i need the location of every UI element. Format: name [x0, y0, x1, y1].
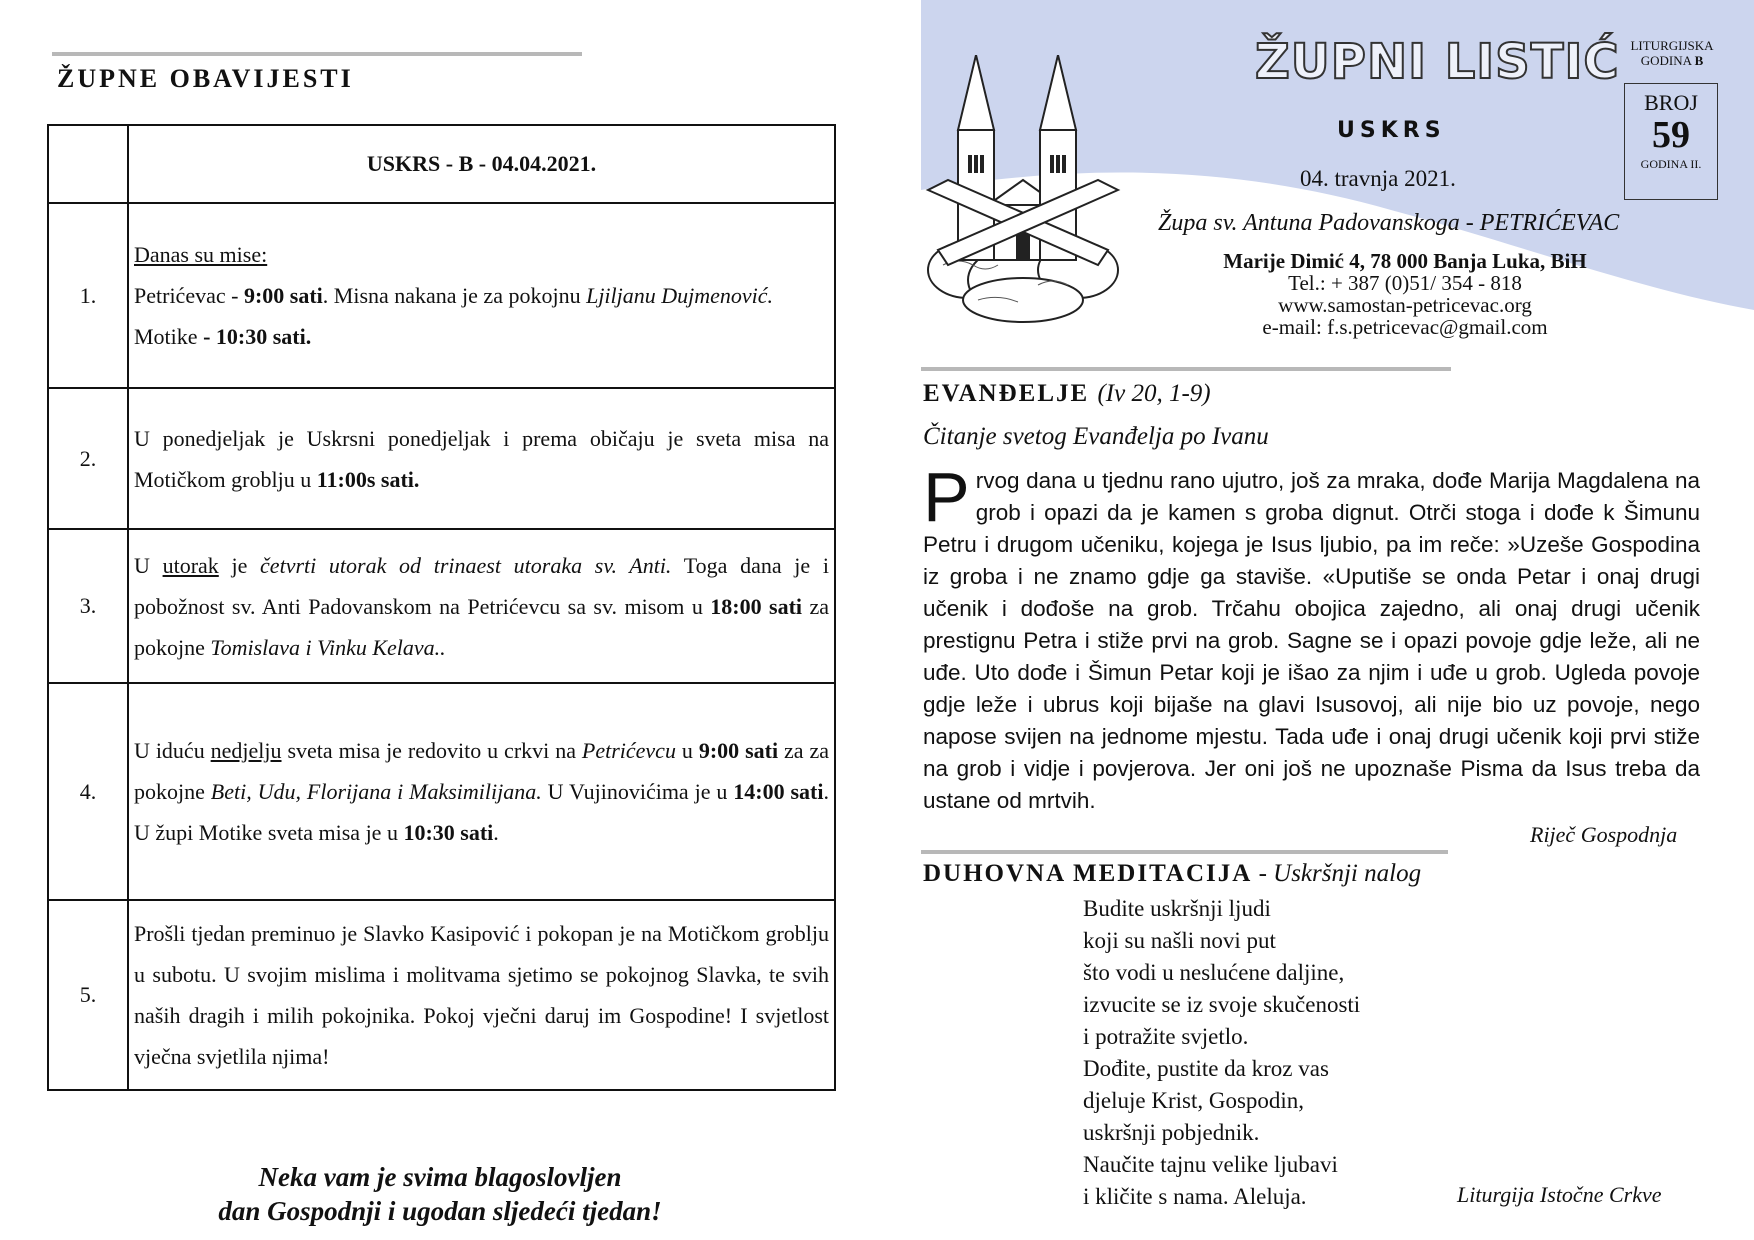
table-row — [48, 388, 835, 529]
table-header-row — [48, 125, 835, 203]
announcements-title: ŽUPNE OBAVIJESTI — [57, 64, 354, 93]
announcements-table — [47, 124, 836, 1091]
liturgical-year: LITURGIJSKA GODINA B — [1630, 38, 1714, 68]
email-link[interactable]: e-mail: f.s.petricevac@gmail.com — [1262, 315, 1548, 339]
row-number: 3. — [48, 529, 128, 683]
church-logo-icon — [918, 55, 1128, 330]
contact-block — [1110, 250, 1700, 338]
row-text: Danas su mise: Petrićevac - 9:00 sati. Misna nakana je za pokojnu Ljiljanu Dujmenović. Motike - 10:30 sati. — [128, 203, 835, 388]
address: Marije Dimić 4, 78 000 Banja Luka, BiH — [1223, 249, 1587, 273]
parish-name: Župa sv. Antuna Padovanskoga - PETRIĆEVAC — [1158, 210, 1620, 236]
section-rule — [921, 367, 1451, 371]
gospel-text: Prvog dana u tjednu rano ujutro, još za mraka, dođe Marija Magdalena na grob i opazi da je kamen s groba dignut. Otrči stoga i dođe k Šimunu Petru i drugom učeniku, kojega je Isus ljubio, pa im reče: »Uzeše Gospodina iz groba i ne znamo gdje ga staviše. «Uputiše se onda Petar i onaj drugi učenik i dođoše na grob. Trčahu obojica zajedno, ali onaj drugi učenik prestignu Petra i stiže prvi na grob. Sagne se i opazi povoje gdje leže, ali ne uđe. Uto dođe i Šimun Petar koji je išao za njim i uđe u grob. Ugleda povoje gdje leže i ubrus koji bijaše na glavi Isusovoj, ali nije bio uz povoje, nego napose svijen na jednome mjestu. Tada uđe i onaj drugi učenik koji prvi stiže na grob i vidje i povjerova. Jer oni još ne upoznaše Pisma da Isus treba da ustane od mrtvih. — [923, 458, 1700, 813]
closing-blessing: Neka vam je svima blagoslovljen dan Gospodnji i ugodan sljedeći tjedan! — [218, 1162, 662, 1226]
row-number: 5. — [48, 900, 128, 1090]
row-text: Prošli tjedan preminuo je Slavko Kasipović i pokopan je na Motičkom groblju u subotu. U svojim mislima i molitvama sjetimo se pokojnog Slavka, te svih naših dragih i milih pokojnika. Pokoj vječni daruj im Gospodine! I svjetlost vječna svjetlila njima! — [128, 900, 835, 1090]
section-rule — [52, 52, 582, 56]
table-row — [48, 683, 835, 900]
row-text: U utorak je četvrti utorak od trinaest utoraka sv. Anti. Toga dana je i pobožnost sv. Anti Padovanskom na Petrićevcu sa sv. misom u 18:00 sati za pokojne Tomislava i Vinku Kelava.. — [128, 529, 835, 683]
table-row — [48, 900, 835, 1090]
table-row — [48, 203, 835, 388]
row-number: 4. — [48, 683, 128, 900]
row-number: 2. — [48, 388, 128, 529]
phone: Tel.: + 387 (0)51/ 354 - 818 — [1288, 271, 1522, 295]
newsletter-title: ŽUPNI LISTIĆ — [1255, 34, 1620, 90]
occasion: USKRS — [1337, 118, 1446, 143]
row-text: U ponedjeljak je Uskrsni ponedjeljak i prema običaju je sveta misa na Motičkom groblju u 11:00s sati. — [128, 388, 835, 529]
table-header: USKRS - B - 04.04.2021. — [128, 125, 835, 203]
table-row — [48, 529, 835, 683]
poem-source: Liturgija Istočne Crkve — [1457, 1182, 1662, 1207]
gospel-title: EVANĐELJE (Iv 20, 1-9) — [923, 380, 1211, 407]
row-text: U iduću nedjelju sveta misa je redovito u crkvi na Petrićevcu u 9:00 sati za za pokojne Beti, Udu, Florijana i Maksimilijana. U Vujinovićima je u 14:00 sati. U župi Motike sveta misa je u 10:30 sati. — [128, 683, 835, 900]
meditation-poem: Budite uskršnji ljudi koji su našli novi put što vodi u neslućene daljine, izvucite se iz svoje skučenosti i potražite svjetlo. Dođite, pustite da kroz vas djeluje Krist, Gospodin, uskršnji pobjednik. Naučite tajnu velike ljubavi i kličite s nama. Aleluja. — [1083, 896, 1361, 1209]
issue-date: 04. travnja 2021. — [1300, 166, 1456, 191]
gospel-subtitle: Čitanje svetog Evanđelja po Ivanu — [923, 423, 1269, 450]
row-number: 1. — [48, 203, 128, 388]
drop-cap: P — [923, 458, 970, 536]
gospel-closing: Riječ Gospodnja — [1530, 822, 1678, 847]
issue-number: 59 — [1652, 114, 1690, 156]
meditation-title: DUHOVNA MEDITACIJA - Uskršnji nalog — [923, 860, 1422, 887]
section-rule — [921, 850, 1448, 854]
website-link[interactable]: www.samostan-petricevac.org — [1278, 293, 1532, 317]
issue-number-box: BROJ 59 GODINA II. — [1624, 83, 1718, 200]
